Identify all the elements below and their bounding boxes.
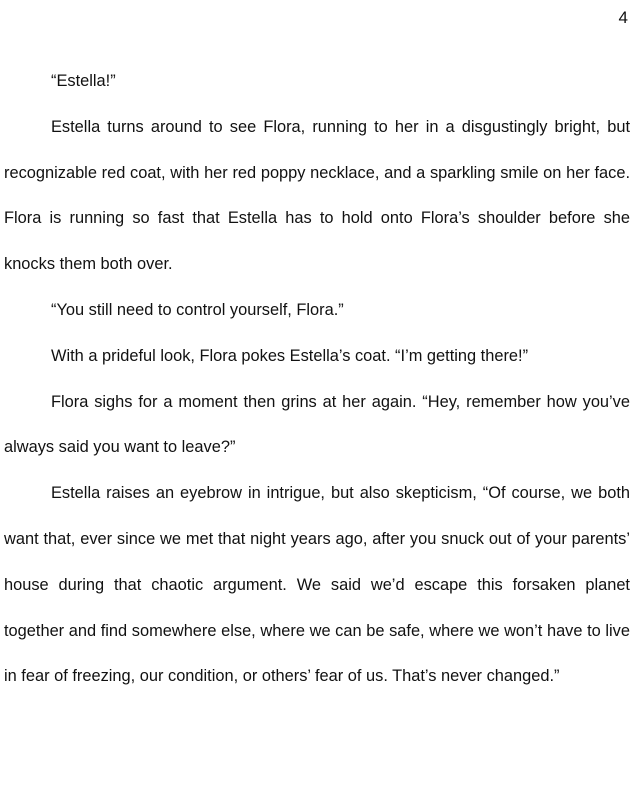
- paragraph-6: Estella raises an eyebrow in intrigue, but also skepticism, “Of course, we both want that, ever since we met that night years ago, after you snuck out of your parents’ house during that chaotic argument. We said we’d escape this forsaken planet together and find somewhere else, where we can be safe, where we won’t have to live in fear of freezing, our condition, or others’ fear of us. That’s never changed.”: [4, 484, 630, 686]
- paragraph-3: “You still need to control yourself, Flora.”: [51, 300, 344, 319]
- paragraph-2: Estella turns around to see Flora, running to her in a disgustingly bright, but recognizable red coat, with her red poppy necklace, and a sparkling smile on her face. Flora is running so fast that Estella has to hold onto Flora’s shoulder before she knocks them both over.: [4, 117, 630, 274]
- page-number: 4: [618, 8, 628, 27]
- paragraph-5: Flora sighs for a moment then grins at her again. “Hey, remember how you’ve always said you want to leave?”: [4, 392, 630, 457]
- paragraph-1: “Estella!”: [51, 72, 116, 90]
- paragraph-4: With a prideful look, Flora pokes Estella’s coat. “I’m getting there!”: [51, 346, 529, 365]
- manuscript-body: [4, 59, 630, 700]
